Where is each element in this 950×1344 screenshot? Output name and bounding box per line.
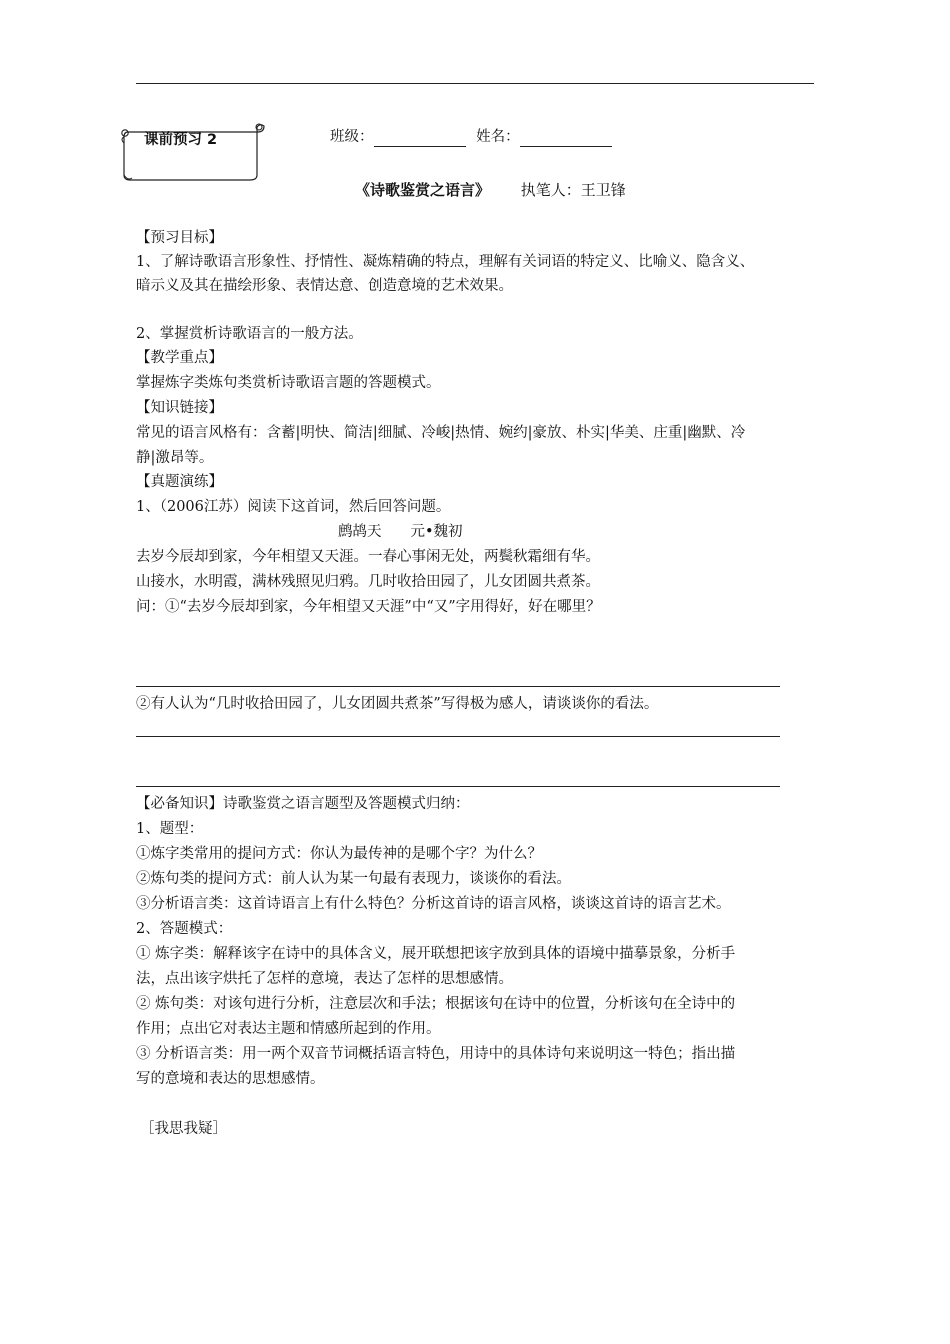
answer-line[interactable]	[136, 736, 780, 737]
class-field[interactable]	[374, 128, 466, 147]
question-intro: 1、（2006江苏）阅读下这首词，然后回答问题。	[136, 499, 451, 515]
text-line: 法，点出该字烘托了怎样的意境，表达了怎样的思想感情。	[136, 971, 513, 987]
text-line: 2、答题模式：	[136, 921, 233, 937]
text-line: 掌握炼字类炼句类赏析诗歌语言题的答题模式。	[136, 375, 441, 391]
text-line: ③ 分析语言类：用一两个双音节词概括语言特色，用诗中的具体诗句来说明这一特色；指出描	[136, 1046, 736, 1062]
class-label: 班级：	[330, 129, 374, 145]
text-line: 1、题型：	[136, 821, 204, 837]
badge-label: 课前预习 2	[144, 132, 218, 148]
section-heading: 【必备知识】诗歌鉴赏之语言题型及答题模式归纳：	[136, 796, 470, 812]
section-heading: 【知识链接】	[136, 400, 223, 416]
text-line: ②炼句类的提问方式：前人认为某一句最有表现力，谈谈你的看法。	[136, 871, 571, 887]
text-line: ①炼字类常用的提问方式：你认为最传神的是哪个字？为什么？	[136, 846, 542, 862]
answer-line[interactable]	[136, 786, 780, 787]
text-line: 2、掌握赏析诗歌语言的一般方法。	[136, 326, 363, 342]
student-info	[330, 127, 612, 147]
text-line: 静|激昂等。	[136, 450, 214, 466]
section-heading: 【教学重点】	[136, 350, 223, 366]
text-line: ③分析语言类：这首诗语言上有什么特色？分析这首诗的语言风格，谈谈这首诗的语言艺术。	[136, 896, 731, 912]
author-line: 执笔人：王卫锋	[520, 181, 626, 199]
answer-line[interactable]	[136, 686, 780, 687]
lesson-badge	[122, 125, 264, 177]
text-line: ① 炼字类：解释该字在诗中的具体含义，展开联想把该字放到具体的语境中描摹景象，分析手	[136, 946, 736, 962]
name-label: 姓名：	[476, 129, 520, 145]
title-row	[355, 179, 626, 201]
text-line: 1、了解诗歌语言形象性、抒情性、凝炼精确的特点，理解有关词语的特定义、比喻义、隐含义、	[136, 254, 755, 270]
text-line: 写的意境和表达的思想感情。	[136, 1071, 325, 1087]
section-heading: 【预习目标】	[136, 230, 223, 246]
top-rule	[136, 83, 814, 84]
text-line: 常见的语言风格有：含蓄|明快、简洁|细腻、冷峻|热情、婉约|豪放、朴实|华美、庄重|幽默、冷	[136, 425, 746, 441]
page-title: 《诗歌鉴赏之语言》	[355, 181, 491, 199]
question-1: 问：①“去岁今辰却到家，今年相望又天涯”中“又”字用得好，好在哪里？	[136, 599, 601, 615]
poem-title: 鹧鸪天 元•魏初	[338, 524, 463, 540]
question-2: ②有人认为“几时收拾田园了，儿女团圆共煮茶”写得极为感人，请谈谈你的看法。	[136, 696, 659, 712]
text-line: 作用；点出它对表达主题和情感所起到的作用。	[136, 1021, 441, 1037]
poem-line: 去岁今辰却到家，今年相望又天涯。一春心事闲无处，两鬓秋霜细有华。	[136, 549, 600, 565]
poem-line: 山接水，水明霞，满林残照见归鸦。几时收拾田园了，儿女团圆共煮茶。	[136, 574, 600, 590]
section-heading: 【真题演练】	[136, 474, 223, 490]
text-line: ② 炼句类：对该句进行分析，注意层次和手法；根据该句在诗中的位置，分析该句在全诗中的	[136, 996, 736, 1012]
section-heading: ［我思我疑］	[140, 1121, 227, 1137]
name-field[interactable]	[520, 128, 612, 147]
text-line: 暗示义及其在描绘形象、表情达意、创造意境的艺术效果。	[136, 278, 513, 294]
